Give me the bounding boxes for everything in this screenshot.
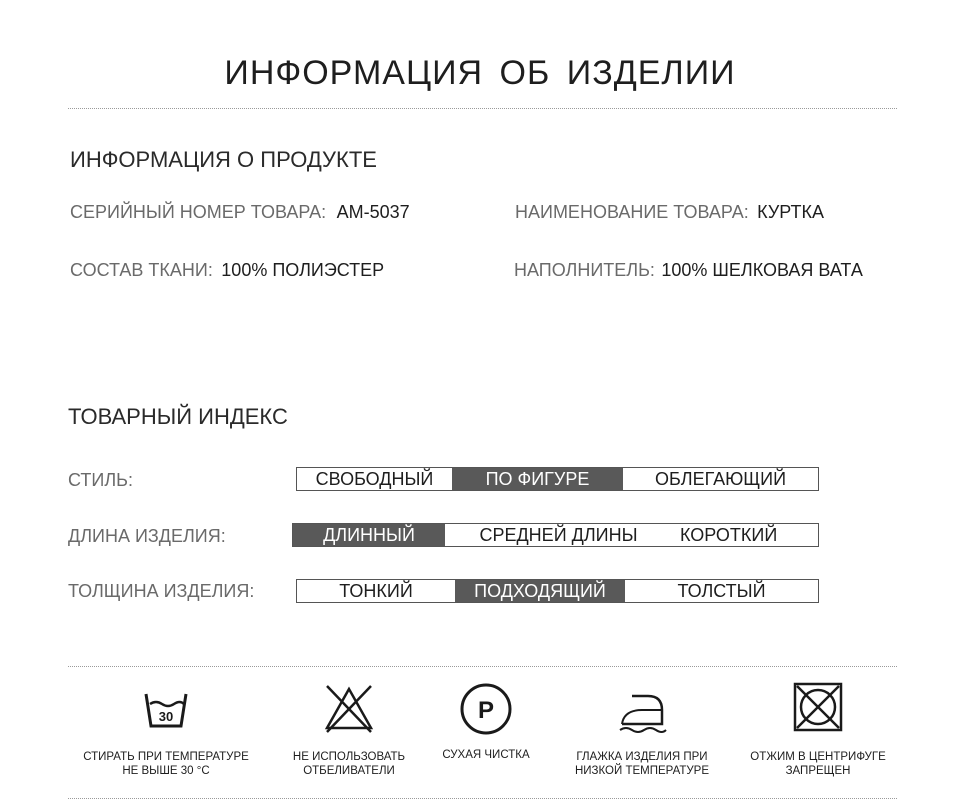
dry-clean-p-icon bbox=[456, 680, 516, 736]
name-label: НАИМЕНОВАНИЕ ТОВАРА: bbox=[515, 202, 749, 222]
wash-30-icon bbox=[136, 680, 196, 736]
fabric-label: СОСТАВ ТКАНИ: bbox=[70, 260, 213, 280]
style-label: СТИЛЬ: bbox=[68, 470, 133, 490]
length-label: ДЛИНА ИЗДЕЛИЯ: bbox=[68, 526, 226, 546]
care-item-iron bbox=[547, 680, 737, 778]
thickness-option-thick: ТОЛСТЫЙ bbox=[677, 580, 766, 601]
care-spin-line2: ЗАПРЕЩЕН bbox=[785, 765, 851, 777]
care-wash-line1: СТИРАТЬ ПРИ ТЕМПЕРАТУРЕ bbox=[83, 751, 249, 763]
divider-top bbox=[68, 108, 897, 109]
iron-low-icon bbox=[612, 680, 672, 736]
thickness-option-thin: ТОНКИЙ bbox=[339, 580, 413, 601]
index-heading: ТОВАРНЫЙ ИНДЕКС bbox=[68, 404, 288, 429]
no-bleach-icon bbox=[319, 680, 379, 736]
length-option-long: ДЛИННЫЙ bbox=[293, 524, 445, 546]
product-info-heading: ИНФОРМАЦИЯ О ПРОДУКТЕ bbox=[70, 147, 377, 172]
divider-care-top bbox=[68, 666, 897, 667]
style-option-fitted: ПО ФИГУРЕ bbox=[452, 468, 623, 490]
name-row bbox=[515, 202, 824, 223]
style-option-slim: ОБЛЕГАЮЩИЙ bbox=[654, 468, 787, 489]
care-item-wash bbox=[71, 680, 261, 778]
filler-row bbox=[514, 260, 863, 281]
care-item-spin bbox=[723, 680, 913, 778]
care-wash-line2: НЕ ВЫШЕ 30 °C bbox=[122, 765, 210, 777]
thickness-label: ТОЛЩИНА ИЗДЕЛИЯ: bbox=[68, 581, 255, 601]
dry-clean-letter: P bbox=[477, 697, 495, 724]
wash-temp-text: 30 bbox=[158, 709, 174, 724]
care-bleach-line2: ОТБЕЛИВАТЕЛИ bbox=[303, 765, 395, 777]
serial-value: AM-5037 bbox=[336, 202, 410, 222]
divider-bottom bbox=[68, 798, 897, 799]
length-option-short: КОРОТКИЙ bbox=[680, 524, 778, 545]
name-value: КУРТКА bbox=[757, 202, 824, 222]
no-tumble-dry-icon bbox=[788, 680, 848, 736]
thickness-scale bbox=[296, 579, 819, 603]
length-scale bbox=[292, 523, 819, 547]
care-dryclean-line1: СУХАЯ ЧИСТКА bbox=[442, 749, 530, 761]
style-scale bbox=[296, 467, 819, 491]
care-iron-line2: НИЗКОЙ ТЕМПЕРАТУРЕ bbox=[574, 765, 710, 777]
serial-row bbox=[70, 202, 410, 223]
care-bleach-line1: НЕ ИСПОЛЬЗОВАТЬ bbox=[292, 751, 406, 763]
filler-label: НАПОЛНИТЕЛЬ: bbox=[514, 260, 655, 280]
care-iron-line1: ГЛАЖКА ИЗДЕЛИЯ ПРИ bbox=[576, 751, 708, 763]
length-option-medium: СРЕДНЕЙ ДЛИНЫ bbox=[479, 524, 638, 545]
thickness-option-suitable: ПОДХОДЯЩИЙ bbox=[455, 580, 625, 602]
style-option-loose: СВОБОДНЫЙ bbox=[315, 468, 434, 489]
page-title: ИНФОРМАЦИЯ ОБ ИЗДЕЛИИ bbox=[224, 54, 736, 92]
fabric-value: 100% ПОЛИЭСТЕР bbox=[221, 260, 385, 280]
fabric-row bbox=[70, 260, 384, 281]
serial-label: СЕРИЙНЫЙ НОМЕР ТОВАРА: bbox=[70, 202, 327, 222]
filler-value: 100% ШЕЛКОВАЯ ВАТА bbox=[661, 260, 863, 280]
care-spin-line1: ОТЖИМ В ЦЕНТРИФУГЕ bbox=[750, 751, 886, 763]
